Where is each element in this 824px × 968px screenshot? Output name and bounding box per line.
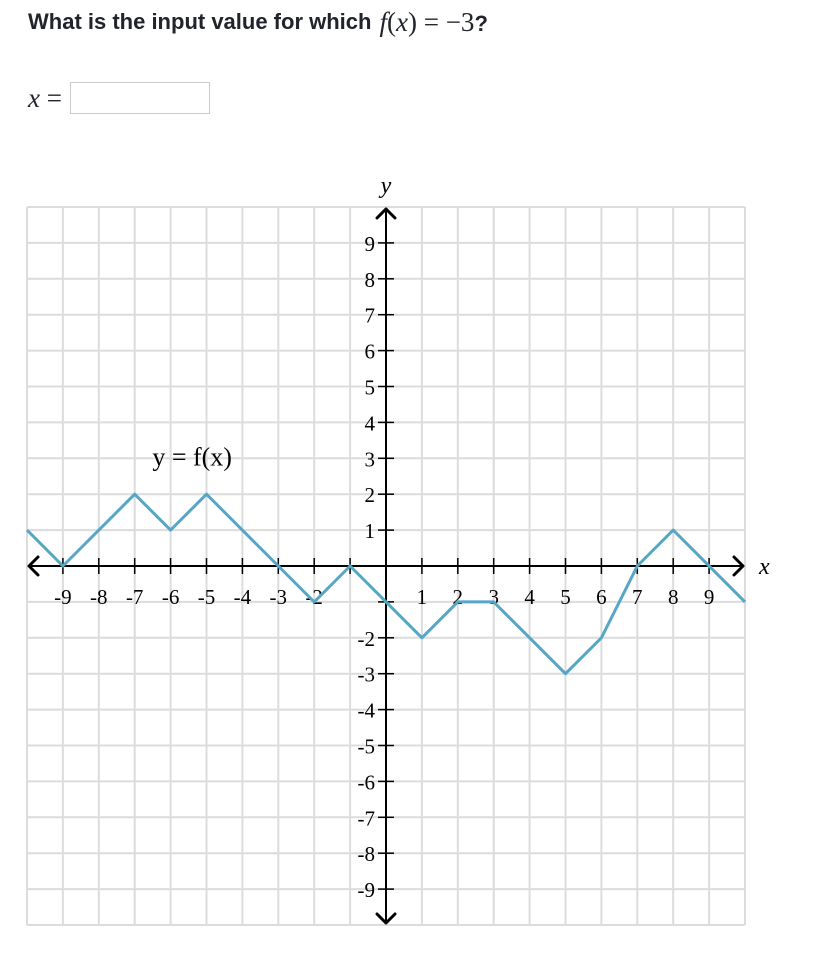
x-axis-label: x [759,554,770,580]
answer-label [28,83,62,114]
y-tick-label: -9 [357,878,375,903]
equation-function: f [379,6,387,37]
y-axis-label: y [380,173,392,199]
y-tick-label: 6 [364,339,375,364]
y-tick-label: -7 [357,806,375,831]
x-tick-label: -3 [269,585,288,609]
x-tick-label: -9 [54,585,72,609]
x-tick-label: -2 [305,585,323,609]
answer-label-variable: x [28,82,40,113]
y-tick-label: -8 [357,842,375,867]
y-tick-label: -5 [357,734,375,759]
y-tick-label: 1 [364,519,375,544]
answer-input[interactable] [70,82,210,114]
equation-close-paren: ) [407,6,417,37]
y-tick-label: 8 [364,267,375,292]
y-tick-label: 4 [364,411,375,436]
x-tick-label: 1 [416,585,428,609]
x-tick-label: 7 [632,585,643,609]
equation-open-paren: ( [386,6,396,37]
question-text: What is the input value for which [28,9,372,34]
x-tick-label: 8 [667,585,679,609]
question-equation [379,7,487,38]
x-tick-label: -6 [161,585,180,609]
y-tick-label: -3 [357,662,375,687]
y-tick-label: 9 [364,231,375,256]
x-tick-label: -8 [90,585,108,609]
answer-label-equals: = [39,82,62,113]
y-tick-label: 5 [364,375,375,400]
x-tick-label: 2 [452,585,464,609]
x-tick-label: -7 [125,585,144,609]
equation-rhs: = −3 [416,6,475,37]
y-tick-label: -4 [357,698,375,723]
function-graph [0,160,824,968]
x-tick-label: 5 [560,585,571,609]
y-tick-label: 7 [364,303,375,328]
x-tick-label: -4 [233,585,252,609]
series-label: y = f(x) [152,442,232,472]
y-tick-label: -6 [357,770,375,795]
equation-variable: x [395,6,408,37]
x-tick-label: 6 [596,585,607,609]
y-tick-label: -2 [357,626,375,651]
x-tick-label: -5 [197,585,216,609]
y-tick-label: 3 [364,447,375,472]
x-tick-label: 4 [524,585,535,609]
x-tick-label: 3 [488,585,499,609]
y-tick-label: 2 [364,483,375,508]
equation-suffix: ? [474,10,488,36]
question-prompt [28,2,488,42]
x-tick-label: 9 [703,585,715,609]
answer-row [28,80,210,116]
